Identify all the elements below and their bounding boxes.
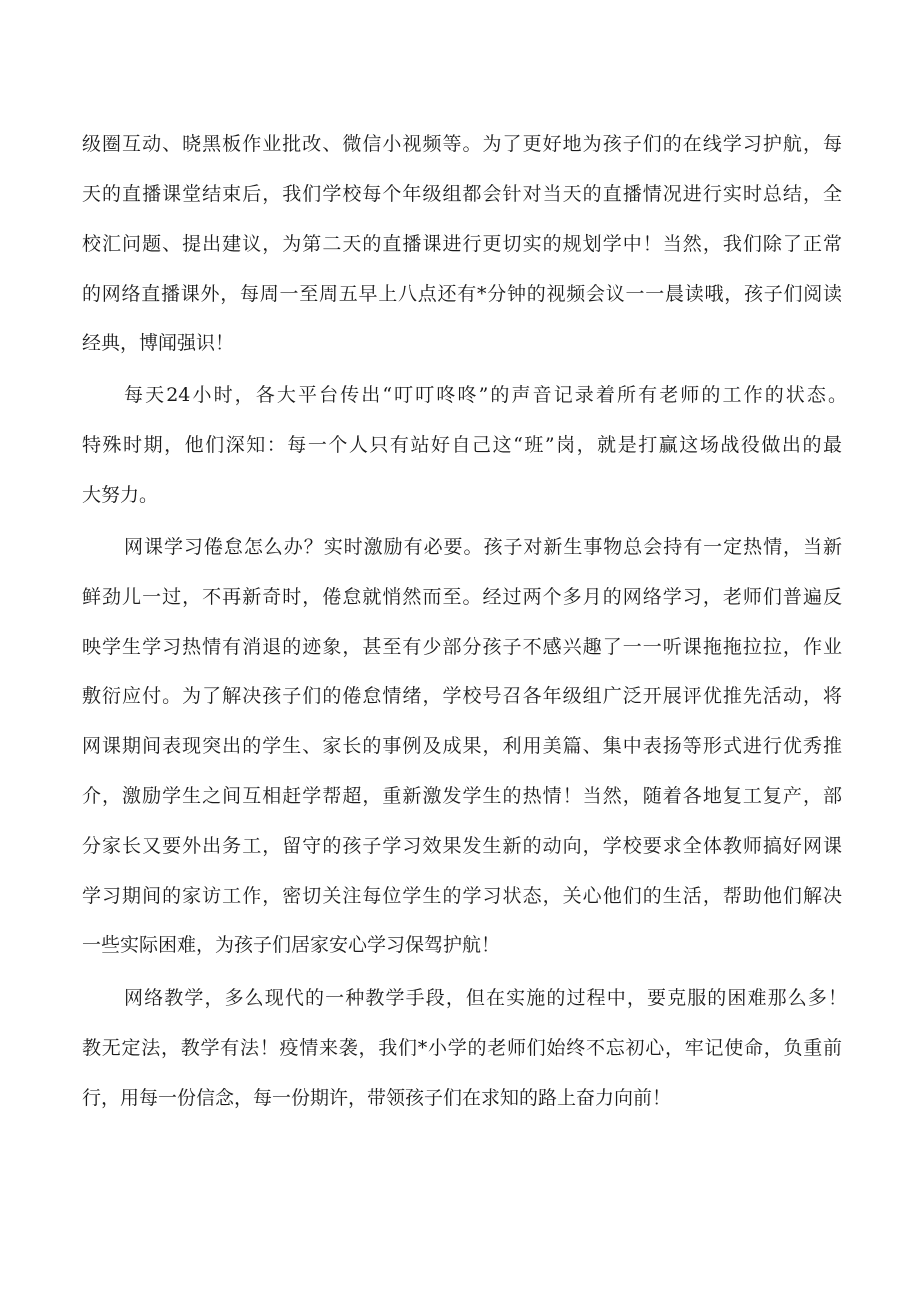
paragraph-4-line-1: 网络教学，多么现代的一种教学手段，但在实施的过程中，要克服的困难那么多！ [124,987,847,1009]
paragraph-3-line-1: 网课学习倦怠怎么办？实时激励有必要。孩子对新生事物总会持有一定热情，当新 [124,536,842,558]
paragraph-3-line-7: 分家长又要外出务工，留守的孩子学习效果发生新的动向，学校要求全体教师搞好网课 [82,835,842,857]
paragraph-3-line-2: 鲜劲儿一过，不再新奇时，倦怠就悄然而至。经过两个多月的网络学习，老师们普遍反 [82,586,842,608]
paragraph-1-line-3: 校汇问题、提出建议，为第二天的直播课进行更切实的规划学中！当然，我们除了正常 [82,233,842,255]
paragraph-4-line-3: 行，用每一份信念，每一份期许，带领孩子们在求知的路上奋力向前！ [82,1087,672,1109]
paragraph-2-line-1: 每天24小时，各大平台传出“叮叮咚咚”的声音记录着所有老师的工作的状态。 [124,384,847,406]
paragraph-3-line-3: 映学生学习热情有消退的迹象，甚至有少部分孩子不感兴趣了一一听课拖拖拉拉，作业 [82,636,842,658]
paragraph-1-line-1: 级圈互动、晓黑板作业批改、微信小视频等。为了更好地为孩子们的在线学习护航，每 [82,133,842,155]
paragraph-3-line-6: 介，激励学生之间互相赶学帮超，重新激发学生的热情！当然，随着各地复工复产，部 [82,785,842,807]
paragraph-1-line-5: 经典，博闻强识！ [82,332,235,354]
paragraph-3-line-9: 一些实际困难，为孩子们居家安心学习保驾护航！ [82,934,501,956]
paragraph-1-line-2: 天的直播课堂结束后，我们学校每个年级组都会针对当天的直播情况进行实时总结，全 [82,183,842,205]
paragraph-3-line-4: 敷衍应付。为了解决孩子们的倦怠情绪，学校号召各年级组广泛开展评优推先活动，将 [82,685,842,707]
paragraph-2-line-2: 特殊时期，他们深知：每一个人只有站好自己这“班”岗，就是打赢这场战役做出的最 [82,434,842,456]
paragraph-1-line-4: 的网络直播课外，每周一至周五早上八点还有*分钟的视频会议一一晨读哦，孩子们阅读 [82,283,842,305]
paragraph-2-line-3: 大努力。 [82,484,159,506]
paragraph-3-line-5: 网课期间表现突出的学生、家长的事例及成果，利用美篇、集中表扬等形式进行优秀推 [82,735,842,757]
paragraph-3-line-8: 学习期间的家访工作，密切关注每位学生的学习状态，关心他们的生活，帮助他们解决 [82,885,842,907]
paragraph-4-line-2: 教无定法，教学有法！疫情来袭，我们*小学的老师们始终不忘初心，牢记使命，负重前 [82,1037,842,1059]
